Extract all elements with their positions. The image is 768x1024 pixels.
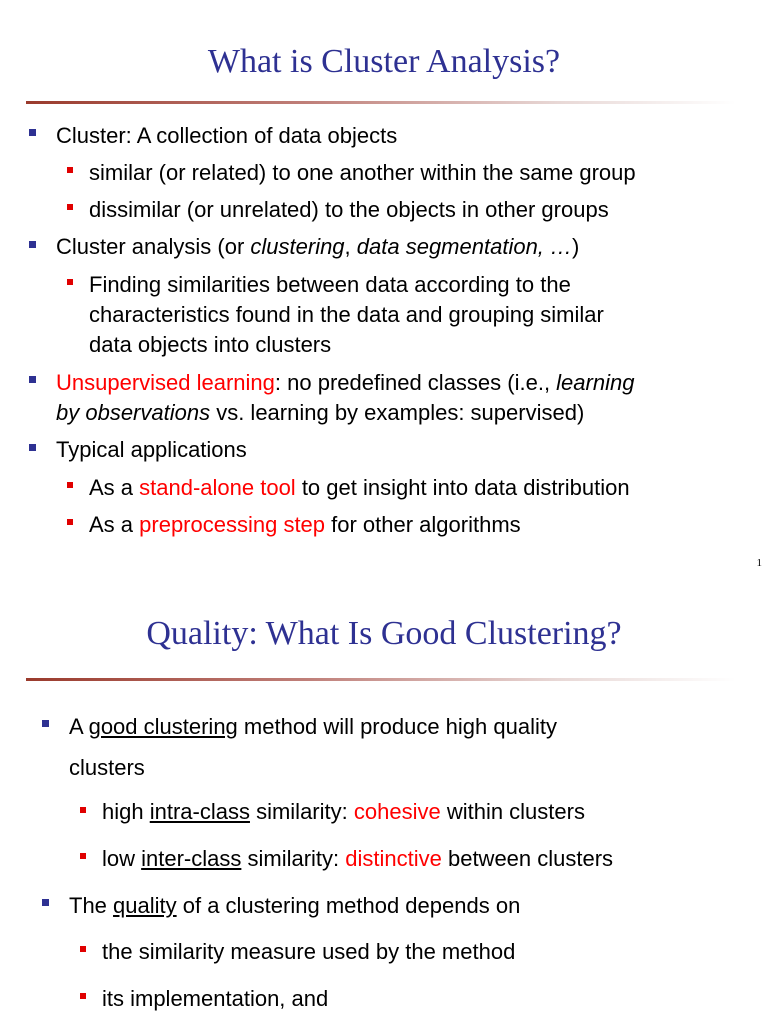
sub-bullet-dissimilar: dissimilar (or unrelated) to the objects in other groups: [89, 197, 609, 222]
bullet-square-icon: [29, 376, 36, 383]
bullet-cluster: Cluster: A collection of data objects: [56, 123, 398, 148]
sub-bullet-finding-l3: data objects into clusters: [89, 332, 332, 357]
bullet-square-icon: [29, 129, 36, 136]
sub-bullet-implementation: its implementation, and: [102, 986, 329, 1011]
bullet-typical-applications: Typical applications: [56, 437, 247, 462]
sub-bullet-square-icon: [80, 946, 86, 952]
sub-bullet-finding-l2: characteristics found in the data and grouping similar: [89, 302, 604, 327]
sub-bullet-square-icon: [67, 519, 73, 525]
sub-bullet-intra-class: high intra-class similarity: cohesive within clusters: [102, 799, 585, 824]
sub-bullet-square-icon: [80, 807, 86, 813]
sub-bullet-square-icon: [67, 167, 73, 173]
sub-bullet-square-icon: [67, 204, 73, 210]
bullet-square-icon: [42, 720, 49, 727]
bullet-quality: The quality of a clustering method depends on: [69, 893, 521, 918]
bullet-good-clustering-l2: clusters: [69, 755, 145, 780]
bullet-square-icon: [29, 241, 36, 248]
sub-bullet-square-icon: [67, 482, 73, 488]
sub-bullet-similar: similar (or related) to one another within the same group: [89, 160, 636, 185]
slide-1-title: What is Cluster Analysis?: [207, 43, 561, 80]
bullet-cluster-analysis: Cluster analysis (or clustering, data segmentation, …): [56, 234, 580, 259]
sub-bullet-similarity-measure: the similarity measure used by the method: [102, 939, 516, 964]
bullet-unsupervised-l2: by observations vs. learning by examples: supervised): [56, 400, 585, 425]
sub-bullet-square-icon: [80, 993, 86, 999]
sub-bullet-finding-l1: Finding similarities between data according to the: [89, 272, 571, 297]
sub-bullet-square-icon: [67, 279, 73, 285]
sub-bullet-preprocessing: As a preprocessing step for other algorithms: [89, 512, 521, 537]
bullet-square-icon: [42, 899, 49, 906]
page-number: 1: [756, 557, 762, 569]
bullet-good-clustering-l1: A good clustering method will produce high quality: [69, 714, 557, 739]
bullet-square-icon: [29, 444, 36, 451]
sub-bullet-square-icon: [80, 853, 86, 859]
title-divider: [26, 678, 736, 681]
slide-2: [0, 585, 768, 1024]
title-divider: [26, 101, 736, 104]
bullet-unsupervised-l1: Unsupervised learning: no predefined classes (i.e., learning: [56, 370, 635, 395]
sub-bullet-standalone: As a stand-alone tool to get insight into data distribution: [89, 475, 630, 500]
sub-bullet-inter-class: low inter-class similarity: distinctive between clusters: [102, 846, 614, 871]
slide-2-title: Quality: What Is Good Clustering?: [146, 615, 622, 652]
